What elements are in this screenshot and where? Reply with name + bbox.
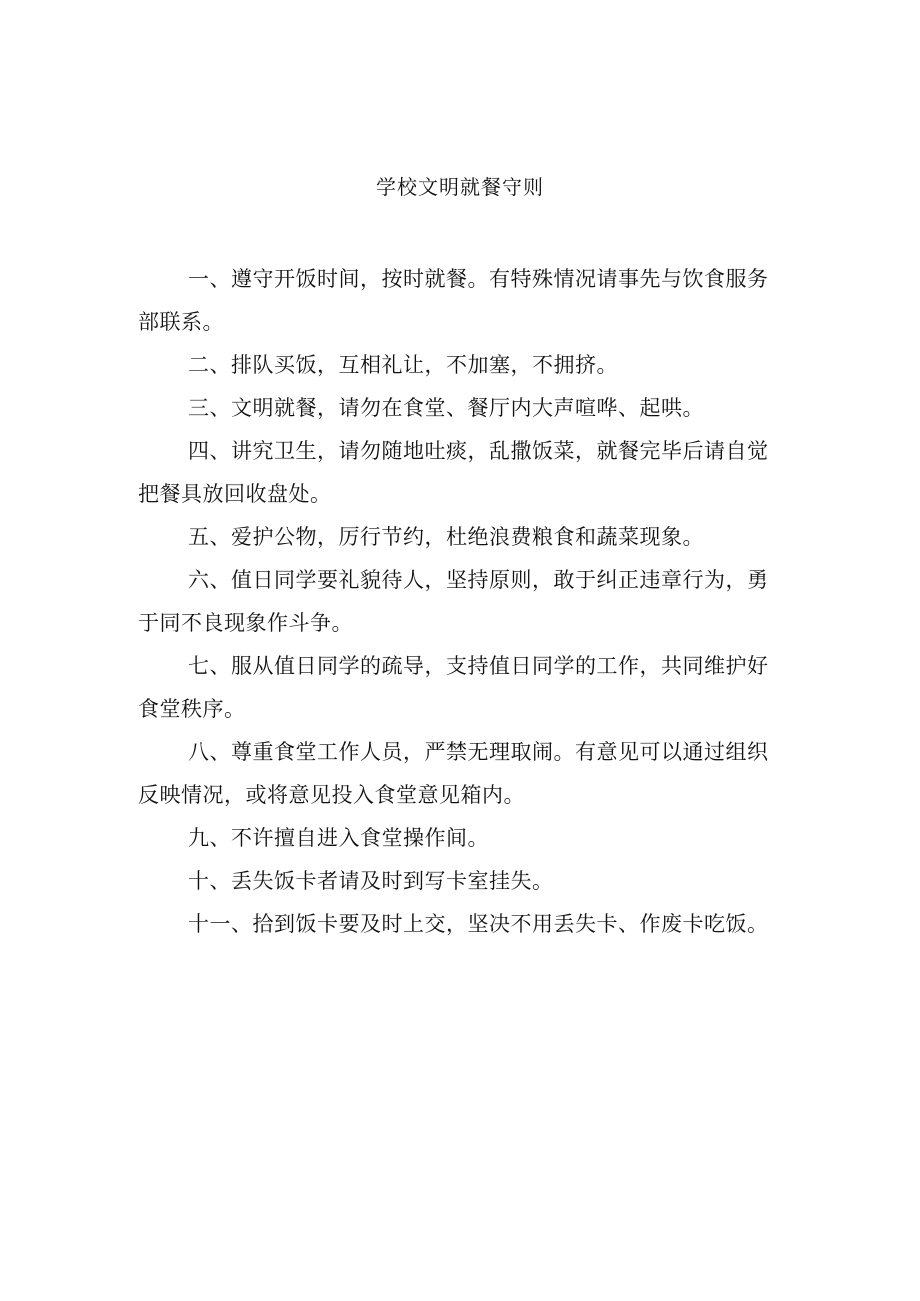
rule-item-3: 三、文明就餐，请勿在食堂、餐厅内大声喧哗、起哄。	[188, 396, 704, 420]
rule-item-7: 七、服从值日同学的疏导，支持值日同学的工作，共同维护好食堂秩序。	[138, 654, 769, 721]
rule-item-11: 十一、拾到饭卡要及时上交，坚决不用丢失卡、作废卡吃饭。	[188, 912, 769, 936]
document-title: 学校文明就餐守则	[376, 175, 544, 199]
rule-item-9: 九、不许擅自进入食堂操作间。	[188, 826, 489, 850]
rule-item-1: 一、遵守开饭时间，按时就餐。有特殊情况请事先与饮食服务部联系。	[138, 267, 769, 334]
rule-item-10: 十、丢失饭卡者请及时到写卡室挂失。	[188, 869, 554, 893]
rule-item-8: 八、尊重食堂工作人员，严禁无理取闹。有意见可以通过组织反映情况，或将意见投入食堂意见箱内。	[138, 740, 769, 807]
rule-item-2: 二、排队买饭，互相礼让，不加塞，不拥挤。	[188, 353, 618, 377]
rule-item-6: 六、值日同学要礼貌待人，坚持原则，敢于纠正违章行为，勇于同不良现象作斗争。	[138, 568, 769, 635]
rules-list	[138, 258, 788, 946]
rule-item-4: 四、讲究卫生，请勿随地吐痰，乱撒饭菜，就餐完毕后请自觉把餐具放回收盘处。	[138, 439, 769, 506]
rule-item-5: 五、爱护公物，厉行节约，杜绝浪费粮食和蔬菜现象。	[188, 525, 704, 549]
